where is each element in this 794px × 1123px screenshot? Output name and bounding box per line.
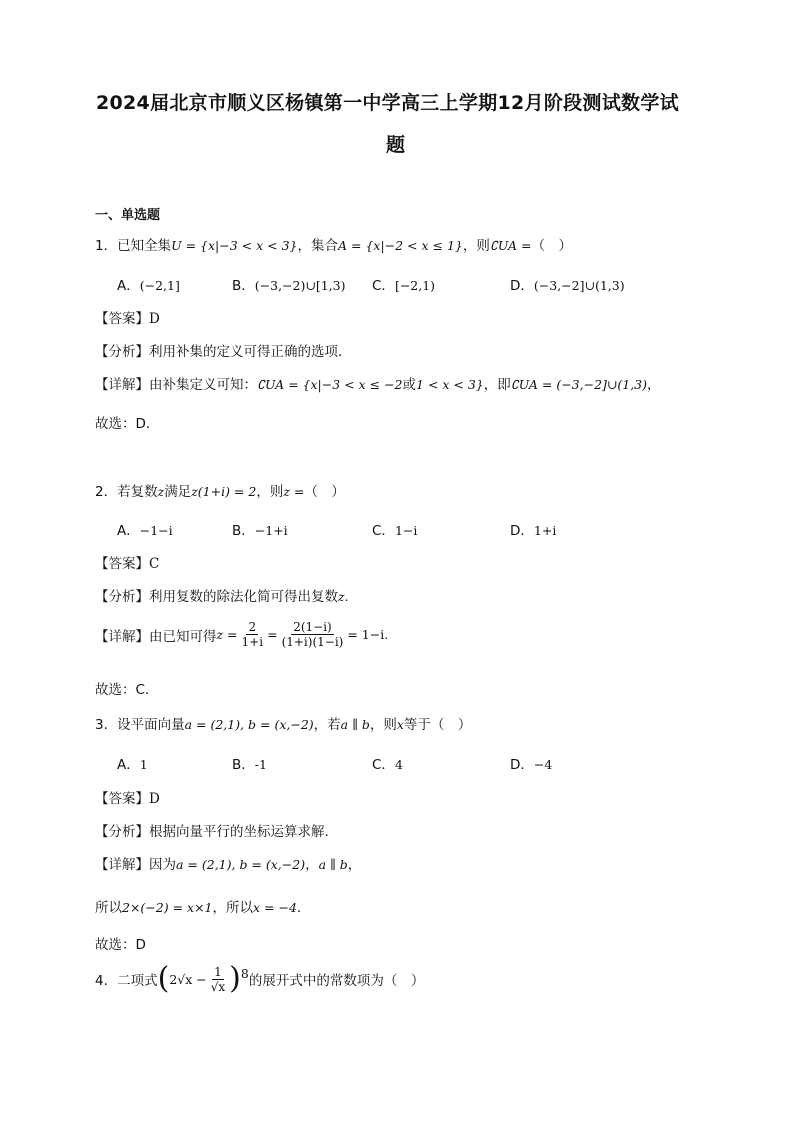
q3-analysis: [95, 820, 329, 840]
option-value: 4: [394, 757, 403, 772]
q4-power: 8: [240, 966, 249, 981]
answer-tag: 【答案】: [95, 556, 149, 572]
q2-option-a: [117, 519, 173, 539]
q2-option-b: [232, 519, 288, 539]
so-b: ，所以: [212, 900, 254, 916]
q1-set-a: A = {x|−2 < x ≤ 1}: [338, 238, 463, 253]
analysis-tag: 【分析】: [95, 344, 149, 360]
so-a: 所以: [95, 900, 122, 916]
q2-stem-c: ，则: [256, 484, 284, 500]
q3-stem-b: ，若: [313, 717, 341, 733]
analysis-text: 利用复数的除法化简可得出复数: [149, 589, 338, 605]
q3-x: x: [396, 717, 404, 732]
q2-equation: z(1+i) = 2: [191, 484, 257, 499]
so-equation: 2×(−2) = x×1: [122, 900, 213, 915]
q3-option-c: [372, 753, 403, 773]
q2-option-d: [510, 519, 556, 539]
q1-stem: [95, 234, 572, 254]
option-label: B．: [232, 523, 255, 539]
q2-stem-d: （ ）: [304, 484, 345, 500]
analysis-tag: 【分析】: [95, 824, 149, 840]
option-value: (−3,−2]∪(1,3): [533, 278, 625, 293]
option-value: (−3,−2)∪[1,3): [254, 278, 346, 293]
answer-tag: 【答案】: [95, 311, 149, 327]
q2-stem-a: 2．若复数: [95, 484, 158, 500]
option-value: [−2,1): [394, 278, 436, 293]
q4-fraction-denominator: √x: [210, 979, 226, 994]
analysis-text: 根据向量平行的坐标运算求解.: [149, 824, 329, 840]
option-value: (−2,1]: [139, 278, 180, 293]
q1-stem-d: （ ）: [531, 238, 572, 254]
detail-math-e: ∁UA = (−3,−2]∪(1,3): [510, 377, 648, 392]
fraction-two-numerator: 2(1−i): [293, 620, 332, 634]
option-label: A．: [117, 278, 140, 294]
q3-conclusion: 故选：D: [95, 937, 146, 953]
q3-so-line: [95, 896, 301, 916]
q2-z: z: [157, 484, 165, 499]
q3-option-d: [510, 753, 552, 773]
q1-universal-set: U = {x|−3 < x < 3}: [171, 238, 298, 253]
q3-stem-a: 3．设平面向量: [95, 717, 185, 733]
answer-value: C: [149, 556, 160, 572]
fraction-one-denominator: 1+i: [241, 635, 264, 649]
q2-stem-b: 满足: [164, 484, 192, 500]
detail-text-a: 因为: [149, 857, 176, 873]
detail-vectors: a = (2,1), b = (x,−2): [176, 857, 306, 872]
detail-sep: ，: [305, 857, 319, 873]
option-label: C．: [372, 757, 395, 773]
so-end: .: [296, 900, 302, 916]
detail-text-f: ，: [647, 377, 661, 393]
detail-parallel: a ∥ b: [318, 857, 348, 872]
detail-result: = 1−i.: [347, 627, 389, 642]
q3-answer: [95, 787, 160, 807]
right-paren: ): [229, 961, 241, 996]
q1-conclusion: 故选：D．: [95, 416, 160, 432]
option-label: B．: [232, 757, 255, 773]
q3-stem: [95, 713, 471, 733]
section-heading: 一、单选题: [95, 208, 161, 223]
q1-option-d: [510, 274, 625, 294]
detail-or: 或: [402, 377, 417, 393]
option-value: -1: [254, 757, 267, 772]
option-label: C．: [372, 523, 395, 539]
option-label: D．: [510, 278, 534, 294]
q4-fraction: [209, 965, 227, 994]
q1-stem-c: ，则: [462, 238, 490, 254]
q2-answer: [95, 552, 159, 572]
q3-stem-c: ，则: [369, 717, 397, 733]
q2-stem: [95, 480, 345, 500]
q1-option-a: [117, 274, 180, 294]
detail-tag: 【详解】: [95, 628, 149, 645]
q1-option-b: [232, 274, 345, 294]
q4-stem-b: 的展开式中的常数项为（ ）: [248, 973, 425, 989]
q4-fraction-numerator: 1: [214, 964, 222, 979]
option-value: 1: [139, 757, 148, 772]
doc-title-line1: 2024届北京市顺义区杨镇第一中学高三上学期12月阶段测试数学试: [96, 92, 679, 114]
analysis-z: z.: [338, 589, 349, 604]
q1-option-c: [372, 274, 435, 294]
answer-value: D: [149, 311, 160, 327]
option-label: A．: [117, 523, 140, 539]
option-value: −1+i: [254, 523, 288, 538]
q2-zeq: z =: [283, 484, 305, 499]
option-value: 1+i: [533, 523, 557, 538]
q3-option-b: [232, 753, 267, 773]
option-value: −4: [533, 757, 553, 772]
detail-text-a: 由补集定义可知：: [149, 377, 257, 393]
option-value: −1−i: [139, 523, 173, 538]
fraction-two: [280, 620, 346, 649]
option-label: A．: [117, 757, 140, 773]
q2-conclusion: 故选：C.: [95, 682, 150, 698]
q1-complement: ∁UA =: [489, 238, 532, 253]
q1-stem-a: 1．已知全集: [95, 238, 172, 254]
q4-stem: [95, 961, 425, 996]
q3-vectors: a = (2,1), b = (x,−2): [184, 717, 314, 732]
q3-detail: [95, 853, 361, 873]
q1-stem-b: ，集合: [297, 238, 338, 254]
detail-text-a: 由已知可得: [149, 628, 217, 645]
option-label: D．: [510, 523, 534, 539]
so-x: x = −4: [253, 900, 297, 915]
detail-equals: =: [267, 627, 278, 642]
option-label: B．: [232, 278, 255, 294]
option-label: D．: [510, 757, 534, 773]
fraction-one-numerator: 2: [248, 620, 257, 634]
q2-analysis: [95, 585, 349, 605]
doc-title-line2: 题: [386, 134, 406, 156]
analysis-text: 利用补集的定义可得正确的选项．: [149, 344, 352, 360]
q1-analysis: [95, 340, 352, 360]
q3-stem-d: 等于（ ）: [403, 717, 472, 733]
fraction-two-denominator: (1+i)(1−i): [281, 635, 344, 649]
detail-z: z =: [216, 627, 238, 642]
q3-option-a: [117, 753, 148, 773]
option-label: C．: [372, 278, 395, 294]
q4-coef: 2√x −: [169, 971, 207, 987]
detail-math-b: ∁UA = {x|−3 < x ≤ −2: [257, 377, 403, 392]
q4-stem-a: 4．二项式: [95, 973, 158, 989]
answer-value: D: [149, 791, 160, 807]
detail-math-c: 1 < x < 3}: [416, 377, 484, 392]
fraction-one: [240, 620, 266, 649]
q2-option-c: [372, 519, 417, 539]
detail-end: ，: [347, 857, 362, 873]
left-paren: (: [157, 961, 170, 996]
answer-tag: 【答案】: [95, 791, 149, 807]
analysis-tag: 【分析】: [95, 589, 149, 605]
q3-parallel: a ∥ b: [340, 717, 370, 732]
detail-tag: 【详解】: [95, 377, 149, 393]
detail-tag: 【详解】: [95, 857, 149, 873]
q1-detail: [95, 373, 661, 393]
detail-text-d: ，即: [483, 377, 511, 393]
q2-detail: [95, 620, 388, 649]
q1-answer: [95, 307, 160, 327]
option-value: 1−i: [394, 523, 418, 538]
